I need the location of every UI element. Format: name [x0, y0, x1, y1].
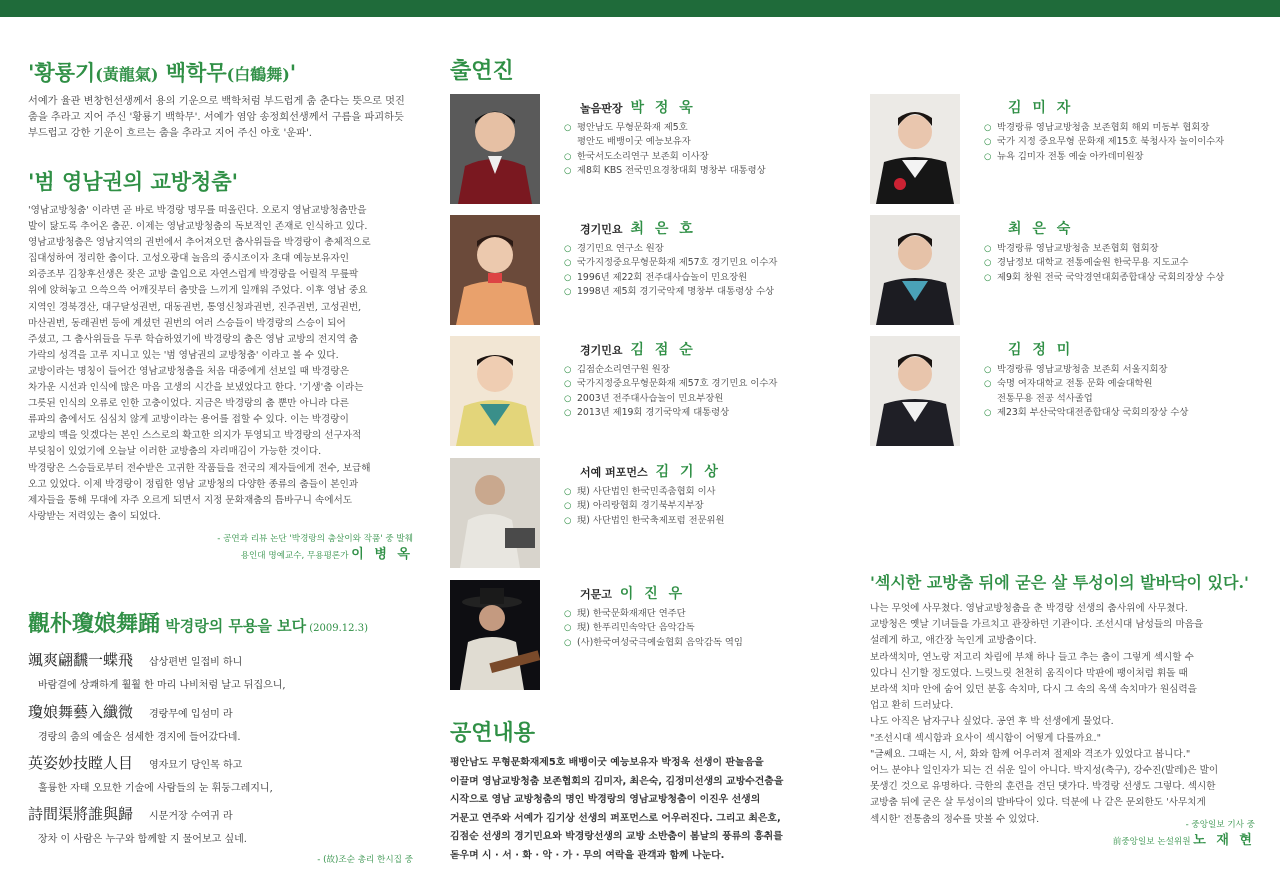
heading-yeongnam-gyobang: '범 영남권의 교방청춤' — [28, 169, 239, 194]
credential-item: ○ 2003년 전주대사습놀이 민요부장원 — [564, 392, 777, 406]
heading-performance-content: 공연내용 — [450, 720, 536, 746]
credential-item: ○ 現) 사단법인 한국민족춤협회 이사 — [564, 485, 725, 499]
credential-item: ○ 現) 아리랑협회 경기북부지부장 — [564, 499, 725, 513]
performer-title: 경기민요 김 점 순 — [580, 342, 696, 358]
credential-item: ○ 국가 지정 중요무형 문화재 제15호 북청사자 놀이이수자 — [984, 135, 1224, 149]
performer-title: 서예 퍼포먼스 김 기 상 — [580, 464, 721, 480]
performer-photo — [870, 336, 960, 446]
paragraph-gyobang-essay: '영남교방청춤' 이라면 곧 바로 박경랑 명무를 떠올린다. 오로지 영남교방청춤만을 발이 닳도록 추어온 춤꾼. 이제는 영남교방청춤의 독보적인 존재로 인식하고 있다. 영남교방청춤은 영남지역의 권번에서 추어져오던 춤사위들을 박경랑이 총체적으로 집대성하여 정리한 춤이다. 고성오광대 놀음의 중시조이자 초대 예능보유자인 외증조부 김창후선생은 잦은 교방 출입으로 자연스럽게 박경랑을 어릴적 무릎팍 위에 앉혀놓고 으쓱으쓱 어깨짓부터 춤맛을 느끼게 일깨워 주었다. 이후 영남 중요 지역인 경북경산, 대구달성권번, 대동권번, 통영신청과권번, 진주권번, 고성권번, 마산권번, 동래권번 등에 계셨던 권번의 여러 스승들이 박경랑의 스승이 되어 주셨고, 그 춤사위들을 두루 학습하였기에 박경랑의 춤은 영남 교방의 전지역 춤 가락의 성격을 고루 지니고 있는 '범 영남권의 교방청춤' 이라고 볼 수 있다. 교방이라는 명칭이 들어간 영남교방청춤을 처음 대중에게 선보일 때 박경랑은 차가운 시선과 인식에 많은 마음 고생의 시간을 보냈었다고 한다. '기생'춤 이라는 그릇된 인식의 오류로 인한 고충이었다. 지금은 박경랑의 춤 뿐만 아니라 다른 류파의 춤에서도 심심치 않게 교방이라는 용어를 접할 수 있다. 이는 박경랑이 교방의 맥을 잇겠다는 본인 스스로의 확고한 의지가 투영되고 박경랑의 선구자적 부딪침이 있었기에 오늘날 이러한 교방춤의 자리매김이 가능한 것이다. 박경랑은 스승들로부터 전수받은 고귀한 작품들을 전국의 제자들에게 전수, 보급해 오고 있었다. 이제 박경랑이 정립한 영남 교방청의 다양한 종류의 춤들이 본인과 제자들을 통해 무대에 자주 오르게 되면서 지정 문화재춤의 틈바구니 속에서도 사랑받는 저력있는 춤이 되었다. — [28, 205, 371, 522]
poem-translation-line: 경랑의 춤의 예술은 섬세한 경지에 들어갔다네. — [38, 732, 241, 743]
heading-cast: 출연진 — [450, 58, 514, 84]
credential-item: ○ 한국서도소리연구 보존회 이사장 — [564, 150, 766, 164]
performer-card — [870, 215, 1250, 325]
poem-stanza — [28, 649, 413, 691]
citation-source: - 중앙일보 기사 중 — [1185, 820, 1255, 830]
performer-title: 최 은 숙 — [1008, 221, 1074, 237]
credential-item: ○ 숙명 여자대학교 전통 문화 예술대학원 — [984, 377, 1188, 391]
paragraph-pen-name: 서예가 율관 변창헌선생께서 용의 기운으로 백학처럼 부드럽게 춤 춘다는 뜻으로 멋진 춤을 추라고 지어 주신 '황룡기 백학무'. 서예가 염암 송정희선생께서 구름을 파괴하듯 부드럽고 강한 기운이 흐르는 춤을 추라고 지어 주신 아호 '운파'. — [28, 96, 405, 139]
performer-card — [450, 336, 830, 446]
performer-credentials — [564, 607, 743, 650]
performer-title: 김 정 미 — [1008, 342, 1074, 358]
citation-author-name: 노 재 현 — [1193, 833, 1255, 848]
performer-title: 경기민요 최 은 호 — [580, 221, 696, 237]
citation-poem: - (故)조순 총리 한시집 중 — [317, 855, 413, 865]
credential-item: ○ 제8회 KBS 전국민요경창대회 명창부 대통령상 — [564, 164, 766, 178]
credential-item: ○ 박경랑류 영남교방청춤 보존협회 협회장 — [984, 242, 1224, 256]
credential-item: ○ 뉴욕 김미자 전통 예술 아카데미원장 — [984, 150, 1224, 164]
performer-title: 놀음판장 박 정 욱 — [580, 100, 696, 116]
performer-credentials — [564, 363, 777, 421]
poem-stanza — [28, 803, 413, 845]
performer-credentials — [984, 121, 1224, 164]
credential-item: ○ (사)한국여성국극예술협회 음악감독 역임 — [564, 636, 743, 650]
performer-credentials — [984, 363, 1188, 421]
paragraph-performance-content: 평안남도 무형문화재제5호 배뱅이굿 예능보유자 박정욱 선생이 판놀음을 이끌며 영남교방청춤 보존협회의 김미자, 최은숙, 김정미선생의 교방수건춤을 시작으로 영남 교방청춤의 명인 박경랑의 영남교방청춤이 이진우 선생의 거문고 연주와 서예가 김기상 선생의 퍼포먼스로 어우러진다. 그리고 최은호, 김점순 선생의 경기민요와 박경랑선생의 교방 소반춤이 봄날의 풍류의 흥취를 돋우며 시 · 서 · 화 · 악 · 가 · 무의 여락을 관객과 함께 나눈다. — [450, 757, 784, 861]
performer-photo — [450, 94, 540, 204]
credential-item: ○ 김점순소리연구원 원장 — [564, 363, 777, 377]
performer-card — [450, 580, 830, 690]
top-banner-bar — [0, 0, 1280, 17]
performer-photo — [870, 94, 960, 204]
credential-item: ○ 現) 한국문화재재단 연주단 — [564, 607, 743, 621]
poem-reading-line: 시문거장 수여귀 라 — [149, 811, 233, 822]
credential-item: ○ 박경랑류 영남교방청춤 보존회 서울지회장 — [984, 363, 1188, 377]
credential-item: ○ 평안남도 무형문화재 제5호 — [564, 121, 766, 135]
performer-photo — [450, 580, 540, 690]
citation-article — [1113, 818, 1255, 850]
citation-source: - 공연과 리뷰 논단 '박경랑의 춤살이와 작품' 중 발췌 — [217, 534, 413, 544]
credential-item: ○ 現) 한푸리민속악단 음악감독 — [564, 621, 743, 635]
poem-reading-line: 영자묘기 당인목 하고 — [149, 760, 243, 771]
performer-photo — [450, 215, 540, 325]
poem-translation-line: 장차 이 사람은 누구와 함께할 지 물어보고 싶네. — [38, 834, 247, 845]
heading-hwangryonggi: '황룡기(黃龍氣) 백학무(白鶴舞)' — [28, 60, 297, 85]
performer-credentials — [564, 121, 766, 179]
credential-item: ○ 1996년 제22회 전주대사습놀이 민요장원 — [564, 271, 777, 285]
poem-translation-line: 훌륭한 자태 오묘한 기술에 사람들의 눈 휘둥그레지니, — [38, 783, 273, 794]
credential-item: ○ 국가지정중요무형문화재 제57호 경기민요 이수자 — [564, 377, 777, 391]
performer-card — [450, 458, 830, 568]
citation-author-name: 이 병 옥 — [351, 547, 413, 562]
poem-reading-line: 삽상편번 일접비 하니 — [149, 657, 243, 668]
performer-card — [870, 336, 1250, 446]
performer-credentials — [984, 242, 1224, 285]
poem-hanja-line: 詩間渠將誰與歸 — [28, 805, 134, 823]
performer-card — [450, 94, 830, 204]
credential-item: ○ 경남정보 대학교 전통예술원 한국무용 지도교수 — [984, 256, 1224, 270]
credential-item: ○ 제23회 부산국악대전종합대상 국회의장상 수상 — [984, 406, 1188, 420]
credential-item: ○ 경기민요 연구소 원장 — [564, 242, 777, 256]
performer-credentials — [564, 242, 777, 300]
credential-item: 전통무용 전공 석사졸업 — [997, 392, 1093, 404]
citation-essay — [217, 532, 413, 564]
heading-poem-title: 觀朴瓊娘舞踊 박경랑의 무용을 보다 (2009.12.3) — [28, 611, 368, 637]
performer-title: 김 미 자 — [1008, 100, 1074, 116]
performer-photo — [450, 458, 540, 568]
credential-item: ○ 국가지정중요무형문화재 제57호 경기민요 이수자 — [564, 256, 777, 270]
performer-photo — [870, 215, 960, 325]
poem-reading-line: 경랑무예 입섬미 라 — [149, 709, 233, 720]
poem-stanza — [28, 752, 413, 794]
performer-credentials — [564, 485, 725, 528]
credential-item: ○ 박경랑류 영남교방청춤 보존협회 해외 미동부 협회장 — [984, 121, 1224, 135]
credential-item: ○ 제9회 창원 전국 국악경연대회종합대상 국회의장상 수상 — [984, 271, 1224, 285]
poem-hanja-line: 英姿妙技瞠人目 — [28, 754, 134, 772]
poem-stanza — [28, 701, 413, 743]
citation-author-title: 前중앙일보 논설위원 — [1112, 837, 1191, 847]
poem-translation-line: 바람결에 상쾌하게 훨훨 한 마리 나비처럼 날고 뒤집으니, — [38, 680, 286, 691]
credential-item: ○ 1998년 제5회 경기국악제 명창부 대통령상 수상 — [564, 285, 777, 299]
credential-item: ○ 2013년 제19회 경기국악제 대통령상 — [564, 406, 777, 420]
performer-photo — [450, 336, 540, 446]
credential-item: 평안도 배뱅이굿 예능보유자 — [577, 136, 691, 148]
performer-title: 거문고 이 진 우 — [580, 586, 686, 602]
citation-author-title: 용인대 명예교수, 무용평론가 — [240, 551, 349, 561]
poem-hanja-line: 颯爽翩飜一蝶飛 — [28, 651, 134, 669]
paragraph-quote-article: 나는 무엇에 사무쳤다. 영남교방청춤을 춘 박경랑 선생의 춤사위에 사무쳤다. 교방청은 옛날 기녀들을 가르치고 관장하던 기관이다. 조선시대 남성들의 마음을 설레게 하고, 애간장 녹인게 교방춤이다. 보라색치마, 연노랑 저고리 차림에 부채 하나 들고 추는 춤이 그렇게 섹시할 수 있다니 신기할 정도였다. 느릿느릿 천천히 움직이다 막판에 팽이처럼 휘돌 때 보라색 치마 안에 숨어 있던 분홍 속치마, 다시 그 속의 옥색 속치마가 원심력을 업고 환히 드러났다. 나도 아직은 남자구나 싶었다. 공연 후 박 선생에게 물었다. "조선시대 섹시함과 요사이 섹시함이 어떻게 다를까요." "글쎄요. 그때는 시, 서, 화와 함께 어우러져 절제와 격조가 있었다고 봅니다." 어느 분야나 일인자가 되는 건 쉬운 일이 아니다. 박지성(축구), 강수진(발레)은 발이 못생긴 것으로 유명하다. 극한의 훈련을 견딘 댓가다. 박경랑 선생도 그렇다. 섹시한 교방춤 뒤에 굳은 살 투성이의 발바닥이 있다. 덕분에 나 같은 문외한도 '사무치게 섹시한' 전통춤의 정수를 맛볼 수 있었다. — [870, 603, 1219, 825]
poem-hanja-line: 瓊娘舞藝入纖微 — [28, 703, 134, 721]
performer-card — [450, 215, 830, 325]
performer-card — [870, 94, 1250, 204]
heading-quote: '섹시한 교방춤 뒤에 굳은 살 투성이의 발바닥이 있다.' — [870, 573, 1249, 592]
credential-item: ○ 現) 사단법인 한국축제포럼 전문위원 — [564, 514, 725, 528]
